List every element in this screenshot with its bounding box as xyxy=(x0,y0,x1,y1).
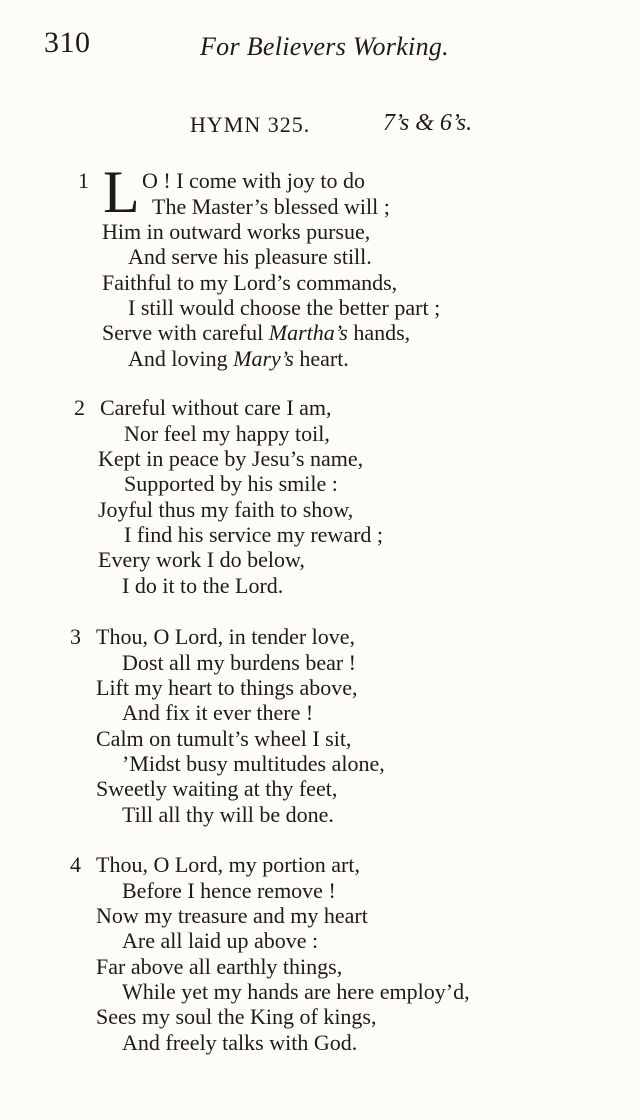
verse-text: hands, xyxy=(347,320,411,345)
running-head: For Believers Working. xyxy=(200,32,449,61)
verse-line: Sees my soul the King of kings, xyxy=(96,1004,377,1029)
verse-line: While yet my hands are here employ’d, xyxy=(122,979,470,1004)
verse-line: ’Midst busy multitudes alone, xyxy=(122,751,385,776)
verse-line xyxy=(128,346,349,372)
verse-line: Before I hence remove ! xyxy=(122,878,336,903)
verse-line: O ! I come with joy to do xyxy=(142,168,366,193)
verse-line: Supported by his smile : xyxy=(124,471,338,496)
verse-line: Careful without care I am, xyxy=(100,395,332,420)
hymn-title: HYMN 325. xyxy=(190,112,311,137)
stanza-number: 3 xyxy=(70,624,81,649)
verse-text: heart. xyxy=(293,346,349,371)
stanza-number: 1 xyxy=(78,168,89,193)
verse-line: Sweetly waiting at thy feet, xyxy=(96,776,338,801)
verse-line: Kept in peace by Jesu’s name, xyxy=(98,446,364,471)
verse-line: Thou, O Lord, in tender love, xyxy=(96,624,356,649)
verse-text: Serve with careful xyxy=(102,320,269,345)
verse-line: Till all thy will be done. xyxy=(122,802,334,827)
verse-line: Him in outward works pursue, xyxy=(102,219,371,244)
verse-line: Every work I do below, xyxy=(98,547,305,572)
verse-line xyxy=(102,320,410,346)
verse-line: The Master’s blessed will ; xyxy=(152,194,390,219)
verse-line: I find his service my reward ; xyxy=(124,522,384,547)
verse-line: Dost all my burdens bear ! xyxy=(122,650,356,675)
verse-line: And freely talks with God. xyxy=(122,1030,358,1055)
verse-text: And loving xyxy=(128,346,234,371)
italic-name: Mary’s xyxy=(233,346,294,371)
italic-name: Martha’s xyxy=(268,320,348,345)
page-number: 310 xyxy=(44,26,91,59)
verse-line: Thou, O Lord, my portion art, xyxy=(96,852,360,877)
verse-line: Lift my heart to things above, xyxy=(96,675,358,700)
verse-line: I do it to the Lord. xyxy=(122,573,284,598)
verse-line: I still would choose the better part ; xyxy=(128,295,441,320)
verse-line: And fix it ever there ! xyxy=(122,700,314,725)
verse-line: And serve his pleasure still. xyxy=(128,244,372,269)
verse-line: Nor feel my happy toil, xyxy=(124,421,330,446)
verse-line: Now my treasure and my heart xyxy=(96,903,368,928)
stanza-number: 4 xyxy=(70,852,81,877)
verse-line: Are all laid up above : xyxy=(122,928,319,953)
stanza-number: 2 xyxy=(74,395,85,420)
drop-cap-letter: L xyxy=(103,159,140,225)
verse-line: Far above all earthly things, xyxy=(96,954,343,979)
verse-line: Faithful to my Lord’s commands, xyxy=(102,270,398,295)
hymn-meter: 7’s & 6’s. xyxy=(383,110,473,136)
verse-line: Joyful thus my faith to show, xyxy=(98,497,354,522)
verse-line: Calm on tumult’s wheel I sit, xyxy=(96,726,352,751)
